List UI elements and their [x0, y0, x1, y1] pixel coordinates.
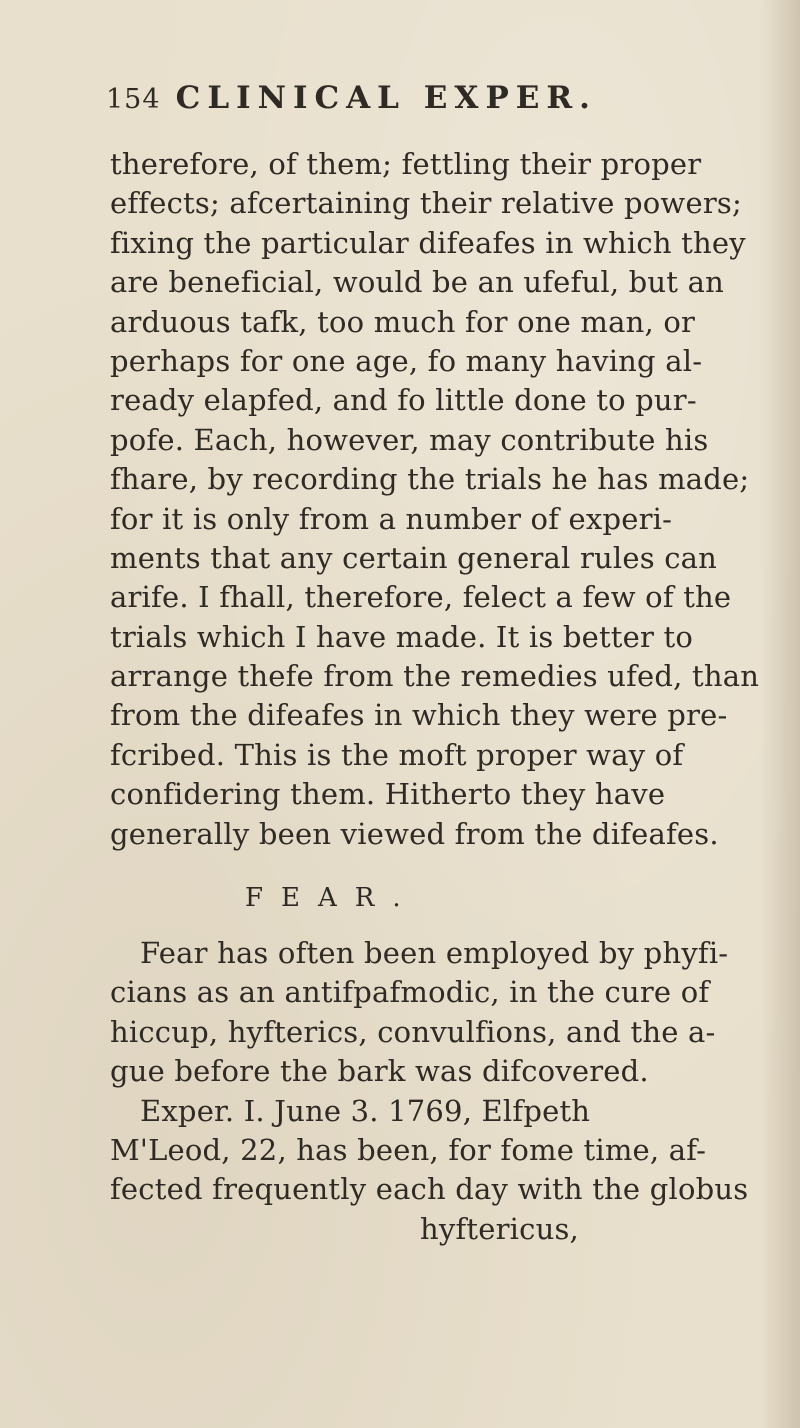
text-line: trials which I have made. It is better to	[110, 619, 694, 654]
text-line: are beneficial, would be an ufeful, but an	[110, 265, 724, 300]
section-title: FEAR.	[245, 883, 419, 914]
text-line: fcribed. This is the moft proper way of	[110, 737, 684, 772]
text-line: confidering them. Hitherto they have	[110, 777, 666, 812]
running-head: CLINICAL EXPER.	[175, 80, 597, 116]
text-line: arduous tafk, too much for one man, or	[110, 304, 696, 339]
text-line: for it is only from a number of experi-	[110, 501, 673, 536]
text-line: gue before the bark was difcovered.	[110, 1054, 649, 1089]
text-line: generally been viewed from the difeafes.	[110, 816, 719, 851]
text-line: ments that any certain general rules can	[110, 540, 718, 575]
text-line: perhaps for one age, fo many having al-	[110, 343, 703, 378]
text-line: fixing the particular difeafes in which they	[110, 225, 746, 260]
page-number: 154	[106, 84, 161, 115]
text-line: hiccup, hyfterics, convulfions, and the a-	[110, 1014, 716, 1049]
page-body	[110, 145, 790, 1249]
text-line: Fear has often been employed by phyfi-	[140, 936, 729, 971]
text-line: arrange thefe from the remedies ufed, than	[110, 659, 760, 694]
text-line: arife. I fhall, therefore, felect a few of the	[110, 580, 732, 615]
text-line: ready elapfed, and fo little done to pur-	[110, 383, 697, 418]
text-line: M'Leod, 22, has been, for fome time, af-	[110, 1132, 707, 1167]
text-line: fected frequently each day with the globus	[110, 1172, 749, 1207]
text-line: effects; afcertaining their relative powers;	[110, 186, 742, 221]
page-header	[106, 80, 726, 126]
text-line: Exper. I. June 3. 1769, Elfpeth	[140, 1093, 591, 1128]
catchword: hyftericus,	[420, 1211, 579, 1246]
text-line: pofe. Each, however, may contribute his	[110, 422, 709, 457]
text-line: therefore, of them; fettling their proper	[110, 147, 702, 181]
text-line: cians as an antifpafmodic, in the cure of	[110, 975, 710, 1010]
text-line: fhare, by recording the trials he has made;	[110, 462, 750, 497]
text-line: from the difeafes in which they were pre-	[110, 698, 728, 733]
